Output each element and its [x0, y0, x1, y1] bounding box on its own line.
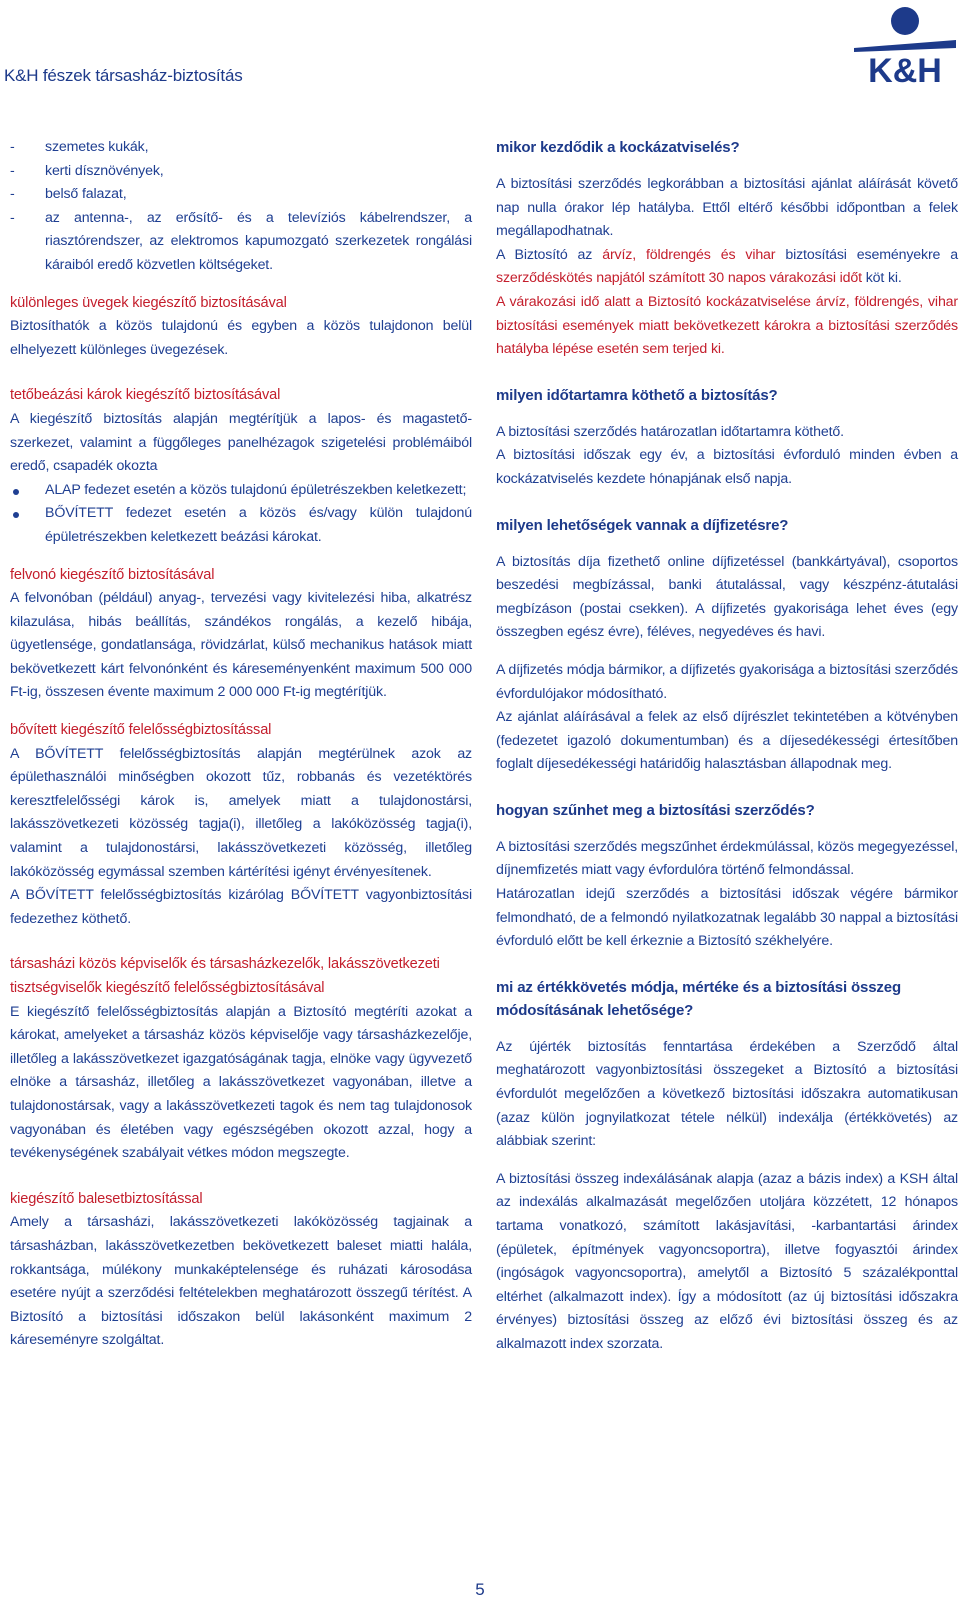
section-text-officer: E kiegészítő felelősségbiztosítás alapján a Biztosító megtéríti azokat a károkat, amelyeket a társasház közös képviselője vagy társasházkezelője, illetőleg a lakásszövetkezet igazgatóságának tagja, elnöke vagy ügyvezető elnöke a társasház, illetőleg a lakásszövetkezet vagyonában, illetve a tulajdonostársak, vagy a lakásszövetkezeti tagok és nem tag tulajdonosok vagyonában és életében vagy egészségében okozott azzal, hogy a tevékenységének szabályait vétkes módon megszegte.: [10, 1003, 472, 1162]
list-item: BŐVÍTETT fedezet esetén a közös és/vagy külön tulajdonú épületrészekben keletkezett beázási károkat.: [10, 502, 472, 549]
faq-answer-payment-2: A díjfizetés módja bármikor, a díjfizetés gyakorisága a biztosítási szerződés évfordulójakor módosítható.: [496, 661, 958, 702]
faq-answer-start-2: A Biztosító az árvíz, földrengés és vihar biztosítási eseményekre a szerződéskötés napjától számított 30 napos várakozási időt köt ki.: [496, 246, 958, 287]
faq-answer-indexation-2: A biztosítási összeg indexálásának alapja (azaz a bázis index) a KSH által az indexálás alkalmazását megelőzően utoljára közzétett, 12 hónapos tartama vonatkozó, számított lakásjavítási, -karbantartási árindex (épületek, építmények vagyoncsoportra), illetve fogyasztói árindex (ingóságok vagyoncsoportra), amelytől a Biztosító 5 százalékponttal eltérhet (alkalmazott index). Így a módosított (az új biztosítási időszakra érvényes) biztosítási összeg az előző évi biztosítási összeg és az alkalmazott index szorzata.: [496, 1170, 958, 1352]
faq-answer-termination-1: A biztosítási szerződés megszűnhet érdekmúlással, közös megegyezéssel, díjnemfizetés miatt vagy évfordulóra történő felmondással.: [496, 838, 958, 879]
document-title: K&H fészek társasház-biztosítás: [4, 66, 243, 85]
list-item: ALAP fedezet esetén a közös tulajdonú épületrészekben keletkezett;: [10, 479, 472, 503]
page-number: 5: [475, 1580, 485, 1599]
damage-list: [10, 136, 472, 278]
list-item: - az antenna-, az erősítő- és a televíziós kábelrendszer, a riasztórendszer, az elektromos kapumozgató szerkezetek rongálási káraiból eredő közvetlen költségeket.: [10, 207, 472, 278]
section-heading-officer: társasházi közös képviselők és társasházkezelők, lakásszövetkezeti tisztségviselők kiegészítő felelősségbiztosításával: [10, 956, 440, 996]
list-item: - szemetes kukák,: [10, 136, 472, 160]
section-text-elevator: A felvonóban (például) anyag-, tervezési vagy kivitelezési hiba, alkatrész kilazulása, hibás beállítás, szándékos rongálás, a kezelő hibája, ügyetlensége, gondatlansága, rövidzárlat, külső mechanikus hatások miatt bekövetkezett kárt felvonónként és káreseményenként maximum 500 000 Ft-ig, összesen évente maximum 2 000 000 Ft-ig megtérítjük.: [10, 590, 472, 701]
roof-coverage-list: [10, 479, 472, 550]
list-item: - belső falazat,: [10, 183, 472, 207]
section-text-roof: A kiegészítő biztosítás alapján megtérítjük a lapos- és magastető-szerkezet, valamint a függőleges panelhézagok szigetelési problémáiból eredő, csapadék okozta: [10, 410, 472, 475]
faq-question-payment: milyen lehetőségek vannak a díjfizetésre?: [496, 516, 789, 534]
faq-answer-payment-1: A biztosítás díja fizethető online díjfizetéssel (bankkártyával), csoportos beszedési megbízással, banki átutalással, vagy készpénz-átutalási megbízáson (postai csekken). A díjfizetés gyakorisága lehet éves (egy összegben egész évre), féléves, negyedéves és havi.: [496, 553, 958, 641]
svg-text:K&H: K&H: [868, 52, 942, 86]
right-column: [496, 136, 958, 1357]
section-heading-accident: kiegészítő balesetbiztosítással: [10, 1190, 203, 1207]
section-text-liability-1: A BŐVÍTETT felelősségbiztosítás alapján megtérülnek azok az épülethasználói minőségben okozott tűz, robbanás és vezetéktörés keresztfelelősségi károk is, amelyek miatt a tulajdonostársi, lakásszövetkezeti közösség tagja(i), illetőleg a lakóközösség tagja(i), valamint a tulajdonostársi, lakásszövetkezeti közösség, illetőleg lakóközösség egymással szemben kártérítési igényt érvényesítenek.: [10, 745, 472, 880]
section-heading-liability: bővített kiegészítő felelősségbiztosítással: [10, 722, 272, 739]
faq-answer-duration-2: A biztosítási időszak egy év, a biztosítási évforduló minden évben a kockázatviselés kezdete hónapjának első napja.: [496, 447, 958, 487]
faq-question-start: mikor kezdődik a kockázatviselés?: [496, 139, 740, 156]
section-text-liability-2: A BŐVÍTETT felelősségbiztosítás kizárólag BŐVÍTETT vagyonbiztosítási fedezethez köthető.: [10, 887, 472, 927]
list-item: - kerti dísznövények,: [10, 160, 472, 184]
faq-answer-payment-3: Az ajánlat aláírásával a felek az első díjrészlet tekintetében a kötvényben (fedezetet igazoló dokumentumban) és a díjesedékességi értesítőben foglalt díjesedékességi határidőig halasztásban állapodnak meg.: [496, 709, 958, 773]
section-text-accident: Amely a társasházi, lakásszövetkezeti lakóközösség tagjainak a társasházban, lakásszövetkezetben bekövetkezett baleset miatti halála, rokkantsága, múlékony munkaképtelensége és ruházati károsodása esetére nyújt a szerződési feltételekben meghatározott összegű térítést. A Biztosító a biztosítási időszakon belül lakásonként maximum 2 káreseményre szolgáltat.: [10, 1214, 472, 1349]
faq-answer-start-3: A várakozási idő alatt a Biztosító kockázatviselése árvíz, földrengés, vihar biztosítási események miatt bekövetkezett károkra a biztosítási szerződés hatályba lépése esetén sem terjed ki.: [496, 293, 958, 358]
left-column: [10, 136, 472, 1353]
section-text-glass: Biztosíthatók a közös tulajdonú és egyben a közös tulajdonon belül elhelyezett különleges üvegezések.: [10, 318, 472, 358]
faq-question-indexation: mi az értékkövetés módja, mértéke és a biztosítási összeg módosításának lehetősége?: [496, 978, 901, 1019]
section-heading-roof: tetőbeázási károk kiegészítő biztosításával: [10, 387, 281, 404]
faq-question-termination: hogyan szűnhet meg a biztosítási szerződés?: [496, 801, 815, 819]
kh-logo-icon: [852, 4, 958, 86]
section-heading-glass: különleges üvegek kiegészítő biztosításával: [10, 294, 287, 311]
faq-answer-termination-2: Határozatlan idejű szerződés a biztosítási időszak végére bármikor felmondható, de a felmondó nyilatkozatnak legalább 30 nappal a biztosítási évforduló előtt be kell érkeznie a Biztosító székhelyére.: [496, 886, 958, 950]
faq-answer-indexation-1: Az újérték biztosítás fenntartása érdekében a Szerződő által meghatározott vagyonbiztosítási összegeket a Biztosító a biztosítási évfordulót megelőzően a következő biztosítási időszakra automatikusan (azaz külön jognyilatkozat tétele nélkül) indexálja (értékkövetés) az alábbiak szerint:: [496, 1038, 958, 1150]
faq-answer-duration-1: A biztosítási szerződés határozatlan időtartamra köthető.: [496, 423, 844, 440]
faq-question-duration: milyen időtartamra köthető a biztosítás?: [496, 386, 778, 404]
section-heading-elevator: felvonó kiegészítő biztosításával: [10, 566, 215, 583]
faq-answer-start-1: A biztosítási szerződés legkorábban a biztosítási ajánlat aláírását követő nap nulla órakor lép hatályba. Ettől eltérő későbbi időpontban a felek megállapodhatnak.: [496, 176, 958, 240]
